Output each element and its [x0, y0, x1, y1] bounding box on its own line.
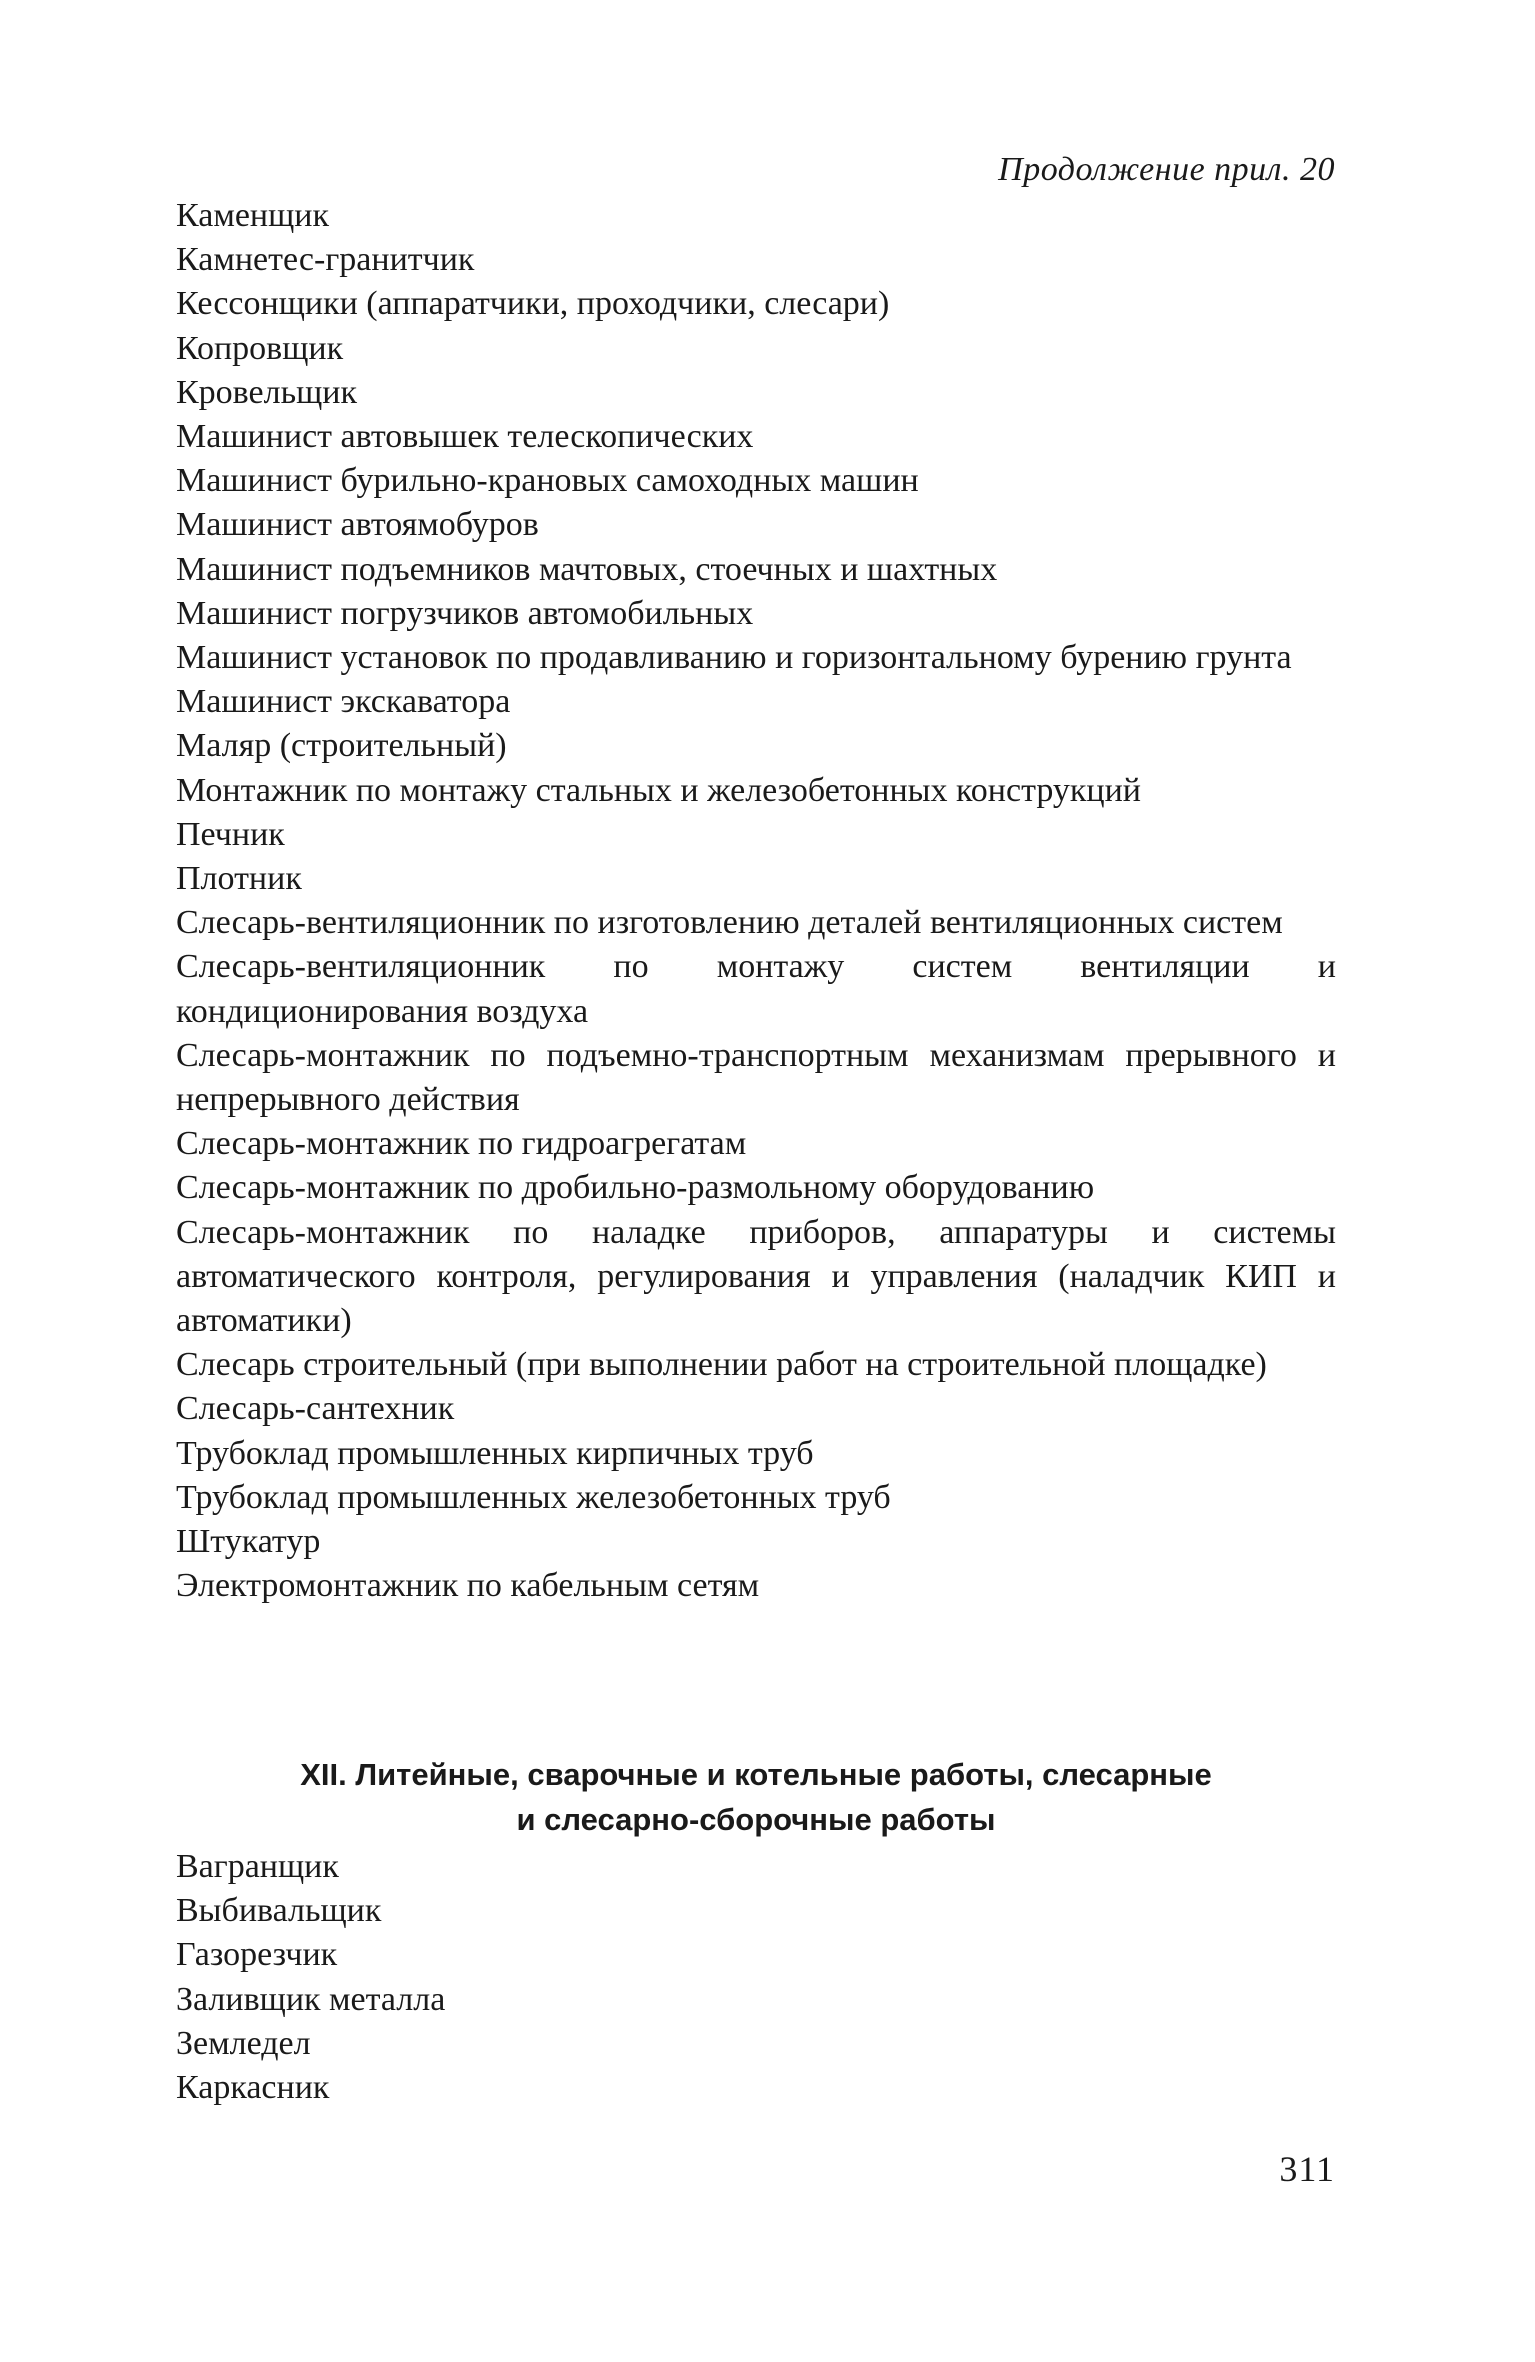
list-item: Плотник: [176, 860, 302, 898]
list-item: Слесарь-монтажник по наладке приборов, аппаратуры и системы автоматического контроля, регулирования и управления (наладчик КИП и автоматики): [176, 1213, 1336, 1340]
occupation-list-continued: [176, 194, 1336, 1609]
list-item: Штукатур: [176, 1523, 321, 1561]
list-item: Маляр (строительный): [176, 727, 507, 765]
list-item: Трубоклад промышленных кирпичных труб: [176, 1434, 814, 1472]
list-item: Машинист автоямобуров: [176, 506, 539, 544]
list-item: Машинист подъемников мачтовых, стоечных и шахтных: [176, 550, 998, 588]
occupation-list-section-xii: [176, 1845, 1336, 2110]
section-heading-line-2: и слесарно-сборочные работы: [516, 1802, 996, 1837]
list-item: Слесарь-вентиляционник по изготовлению деталей вентиляционных систем: [176, 904, 1283, 942]
list-item: Монтажник по монтажу стальных и железобетонных конструкций: [176, 771, 1141, 809]
list-item: Трубоклад промышленных железобетонных труб: [176, 1478, 891, 1516]
list-item: Слесарь-вентиляционник по монтажу систем вентиляции и кондиционирования воздуха: [176, 948, 1336, 1030]
list-item: Газорезчик: [176, 1936, 338, 1974]
list-item: Машинист установок по продавливанию и горизонтальному бурению грунта: [176, 639, 1292, 677]
list-item: Камнетес-гранитчик: [176, 241, 475, 279]
list-item: Кессонщики (аппаратчики, проходчики, слесари): [176, 285, 890, 323]
list-item: Слесарь строительный (при выполнении работ на строительной площадке): [176, 1346, 1267, 1384]
list-item: Машинист бурильно-крановых самоходных машин: [176, 462, 919, 500]
list-item: Земледел: [176, 2024, 311, 2062]
running-head: Продолжение прил. 20: [998, 151, 1335, 188]
list-item: Печник: [176, 815, 285, 853]
list-item: Слесарь-сантехник: [176, 1390, 455, 1428]
list-item: Заливщик металла: [176, 1980, 446, 2018]
list-item: Слесарь-монтажник по подъемно-транспортным механизмам прерывного и непрерывного действия: [176, 1036, 1336, 1119]
section-heading-line-1: XII. Литейные, сварочные и котельные работы, слесарные: [300, 1757, 1212, 1792]
list-item: Машинист экскаватора: [176, 683, 511, 721]
list-item: Выбивальщик: [176, 1892, 382, 1930]
list-item: Каменщик: [176, 197, 330, 234]
list-item: Вагранщик: [176, 1848, 339, 1885]
list-item: Электромонтажник по кабельным сетям: [176, 1567, 760, 1605]
page-number: 311: [1279, 2149, 1335, 2189]
list-item: Слесарь-монтажник по гидроагрегатам: [176, 1125, 747, 1163]
list-item: Машинист автовышек телескопических: [176, 418, 754, 456]
list-item: Кровельщик: [176, 373, 357, 411]
list-item: Копровщик: [176, 329, 344, 367]
section-heading: [176, 1752, 1336, 1842]
list-item: Каркасник: [176, 2069, 330, 2107]
list-item: Слесарь-монтажник по дробильно-размольному оборудованию: [176, 1169, 1095, 1207]
list-item: Машинист погрузчиков автомобильных: [176, 594, 754, 632]
